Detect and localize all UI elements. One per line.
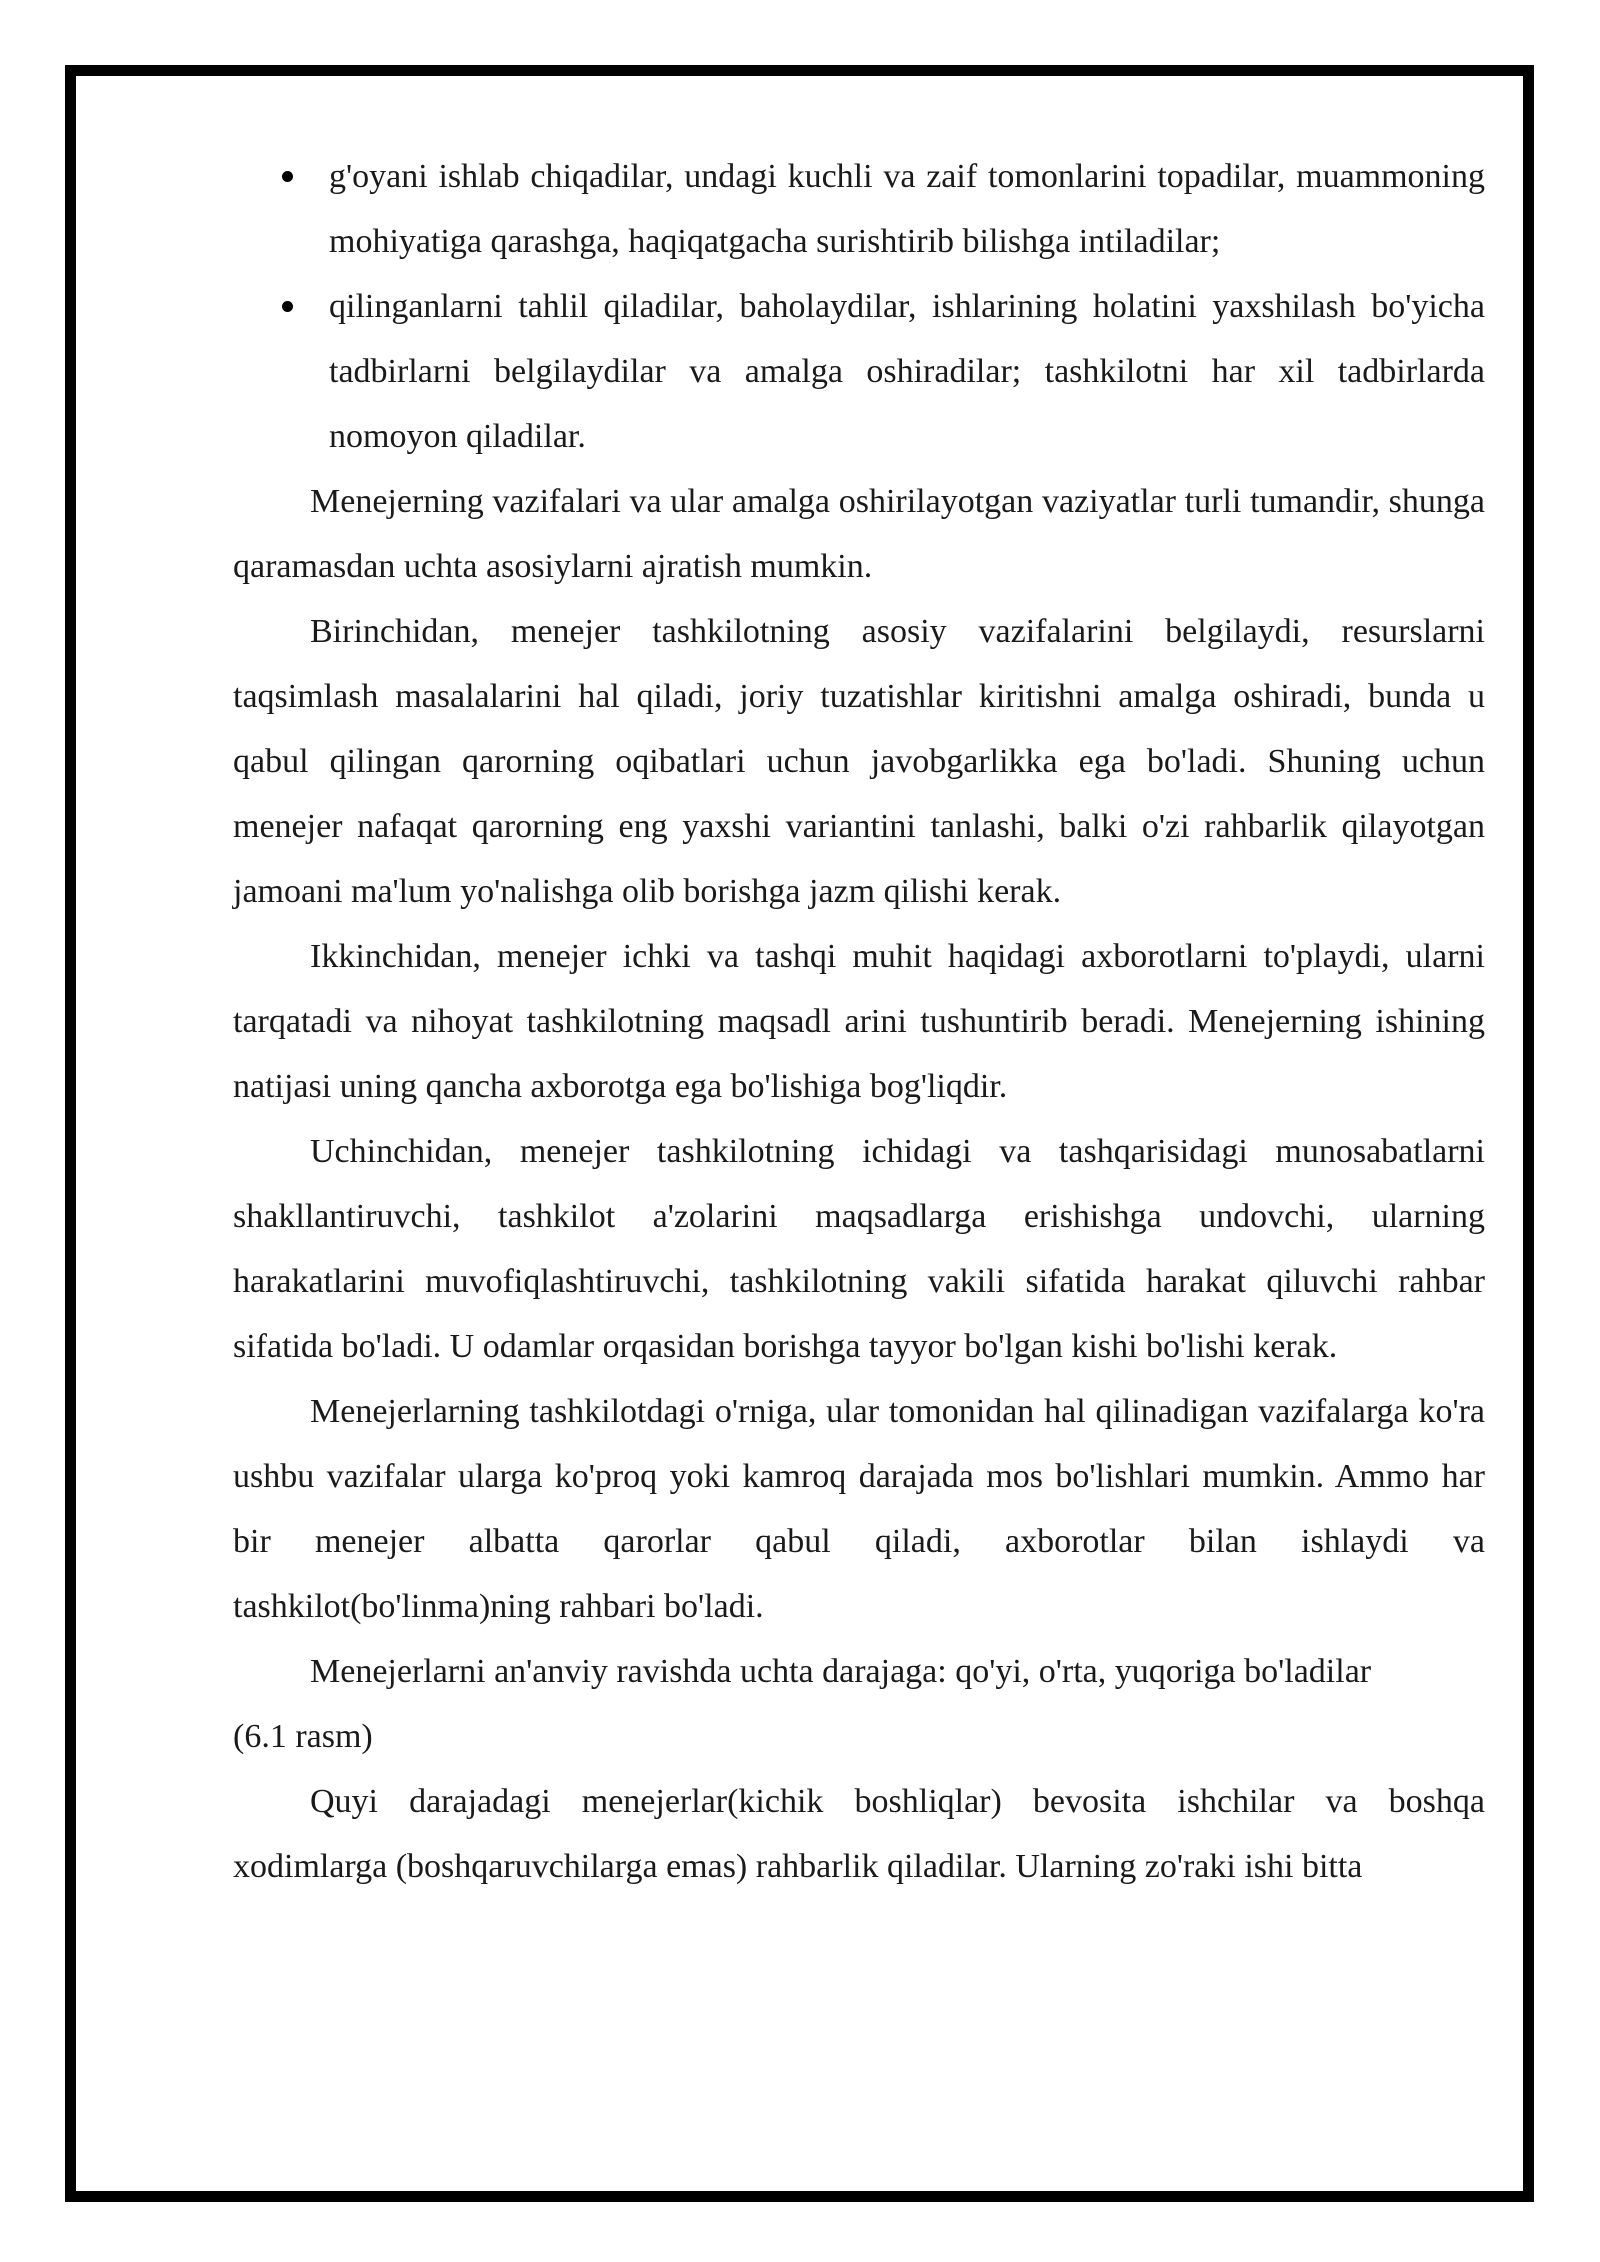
bullet-text: g'oyani ishlab chiqadilar, undagi kuchli va zaif tomonlarini topadilar, muammoning mohiyatiga qarashga, haqiqatgacha surishtirib bilishga intiladilar; bbox=[329, 158, 1485, 260]
paragraph-third: Uchinchidan, menejer tashkilotning ichidagi va tashqarisidagi munosabatlarni shakllantiruvchi, tashkilot a'zolarini maqsadlarga erishishga undovchi, ularning harakatlarini muvofiqlashtiruvchi, tashkilotning vakili sifatida harakat qiluvchi rahbar sifatida bo'ladi. U odamlar orqasidan borishga tayyor bo'lgan kishi bo'lishi kerak. bbox=[233, 1133, 1485, 1365]
paragraph-manager-roles: Menejerlarning tashkilotdagi o'rniga, ular tomonidan hal qilinadigan vazifalarga ko'ra ushbu vazifalar ularga ko'proq yoki kamroq darajada mos bo'lishlari mumkin. Ammo har bir menejer albatta qarorlar qabul qiladi, axborotlar bilan ishlaydi va tashkilot(bo'linma)ning rahbari bo'ladi. bbox=[233, 1393, 1485, 1625]
bullet-icon bbox=[282, 301, 293, 312]
paragraph-first: Birinchidan, menejer tashkilotning asosiy vazifalarini belgilaydi, resurslarni taqsimlash masalalarini hal qiladi, joriy tuzatishlar kiritishni amalga oshiradi, bunda u qabul qilingan qarorning oqibatlari uchun javobgarlikka ega bo'ladi. Shuning uchun menejer nafaqat qarorning eng yaxshi variantini tanlashi, balki o'zi rahbarlik qilayotgan jamoani ma'lum yo'nalishga olib borishga jazm qilishi kerak. bbox=[233, 613, 1485, 910]
paragraph-levels: Menejerlarni an'anviy ravishda uchta darajaga: qo'yi, o'rta, yuqoriga bo'ladilar bbox=[310, 1653, 1372, 1690]
bullet-item bbox=[233, 274, 1485, 469]
figure-reference: (6.1 rasm) bbox=[233, 1718, 373, 1755]
paragraph-manager-tasks: Menejerning vazifalari va ular amalga oshirilayotgan vaziyatlar turli tumandir, shunga qaramasdan uchta asosiylarni ajratish mumkin. bbox=[233, 483, 1485, 585]
bullet-text: qilinganlarni tahlil qiladilar, baholaydilar, ishlarining holatini yaxshilash bo'yicha tadbirlarni belgilaydilar va amalga oshiradilar; tashkilotni har xil tadbirlarda nomoyon qiladilar. bbox=[329, 288, 1485, 455]
document-body bbox=[76, 76, 1523, 1899]
bullet-item bbox=[233, 144, 1485, 274]
paragraph-lower-level: Quyi darajadagi menejerlar(kichik boshliqlar) bevosita ishchilar va boshqa xodimlarga (boshqaruvchilarga emas) rahbarlik qiladilar. Ularning zo'raki ishi bitta bbox=[233, 1783, 1485, 1885]
paragraph-second: Ikkinchidan, menejer ichki va tashqi muhit haqidagi axborotlarni to'playdi, ularni tarqatadi va nihoyat tashkilotning maqsadl arini tushuntirib beradi. Menejerning ishining natijasi uning qancha axborotga ega bo'lishiga bog'liqdir. bbox=[233, 938, 1485, 1105]
bullet-icon bbox=[282, 171, 293, 182]
bullet-list bbox=[233, 144, 1485, 469]
